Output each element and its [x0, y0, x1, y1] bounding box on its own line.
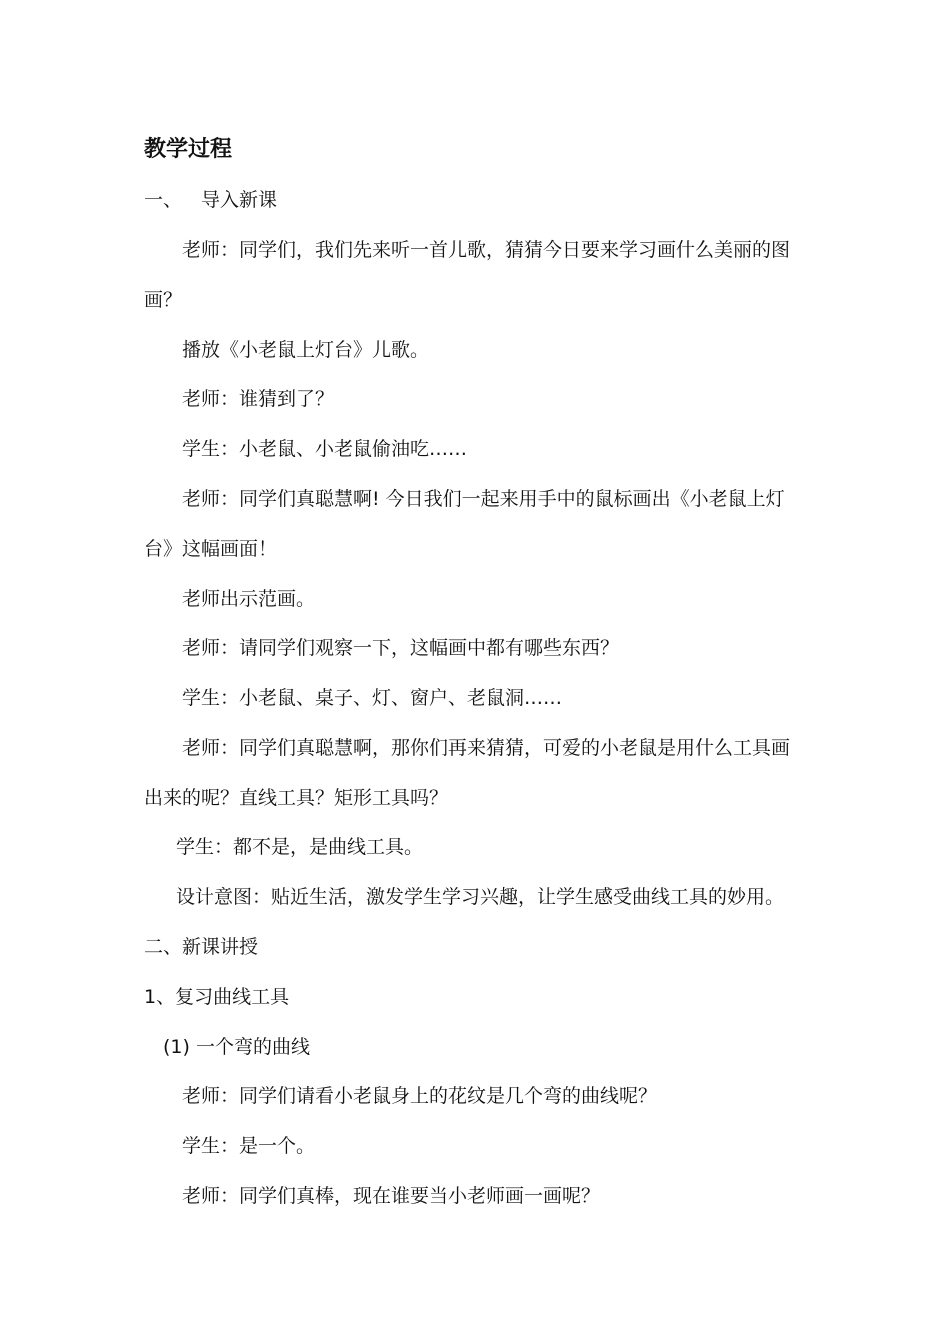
paragraph-line: 出来的呢？直线工具？矩形工具吗？ — [144, 787, 449, 809]
paragraph-line: 老师：请同学们观察一下，这幅画中都有哪些东西？ — [182, 637, 620, 659]
section-heading-2: 二、新课讲授 — [144, 936, 259, 958]
document-title: 教学过程 — [144, 137, 233, 162]
paragraph-line: 老师：谁猜到了？ — [182, 388, 335, 410]
paragraph-line: 设计意图：贴近生活，激发学生学习兴趣，让学生感受曲线工具的妙用。 — [176, 886, 785, 908]
section-heading-1 — [144, 187, 277, 213]
paragraph-line: 学生：是一个。 — [182, 1135, 316, 1157]
paragraph-line: 老师：同学们请看小老鼠身上的花纹是几个弯的曲线呢？ — [182, 1085, 658, 1107]
section-label: 导入新课 — [201, 189, 278, 211]
paragraph-line: 台》这幅画面！ — [144, 538, 278, 560]
paragraph-line: 学生：小老鼠、小老鼠偷油吃…… — [182, 438, 468, 460]
section-number: 一、 — [144, 189, 183, 211]
paragraph-line: 老师出示范画。 — [182, 588, 316, 610]
paragraph-line: 老师：同学们真聪慧啊! 今日我们一起来用手中的鼠标画出《小老鼠上灯 — [182, 488, 785, 510]
paragraph-line: 学生：小老鼠、桌子、灯、窗户、老鼠洞…… — [182, 687, 563, 709]
paragraph-line: 学生：都不是，是曲线工具。 — [176, 836, 424, 858]
paragraph-line: 老师：同学们，我们先来听一首儿歌，猜猜今日要来学习画什么美丽的图 — [182, 239, 791, 261]
paragraph-line: 画？ — [144, 289, 183, 311]
subsection-heading: 1、复习曲线工具 — [144, 986, 290, 1008]
paragraph-line: 老师：同学们真棒，现在谁要当小老师画一画呢？ — [182, 1185, 601, 1207]
item-heading: (1) 一个弯的曲线 — [163, 1036, 310, 1058]
paragraph-line: 老师：同学们真聪慧啊，那你们再来猜猜，可爱的小老鼠是用什么工具画 — [182, 737, 791, 759]
paragraph-line: 播放《小老鼠上灯台》儿歌。 — [182, 339, 430, 361]
